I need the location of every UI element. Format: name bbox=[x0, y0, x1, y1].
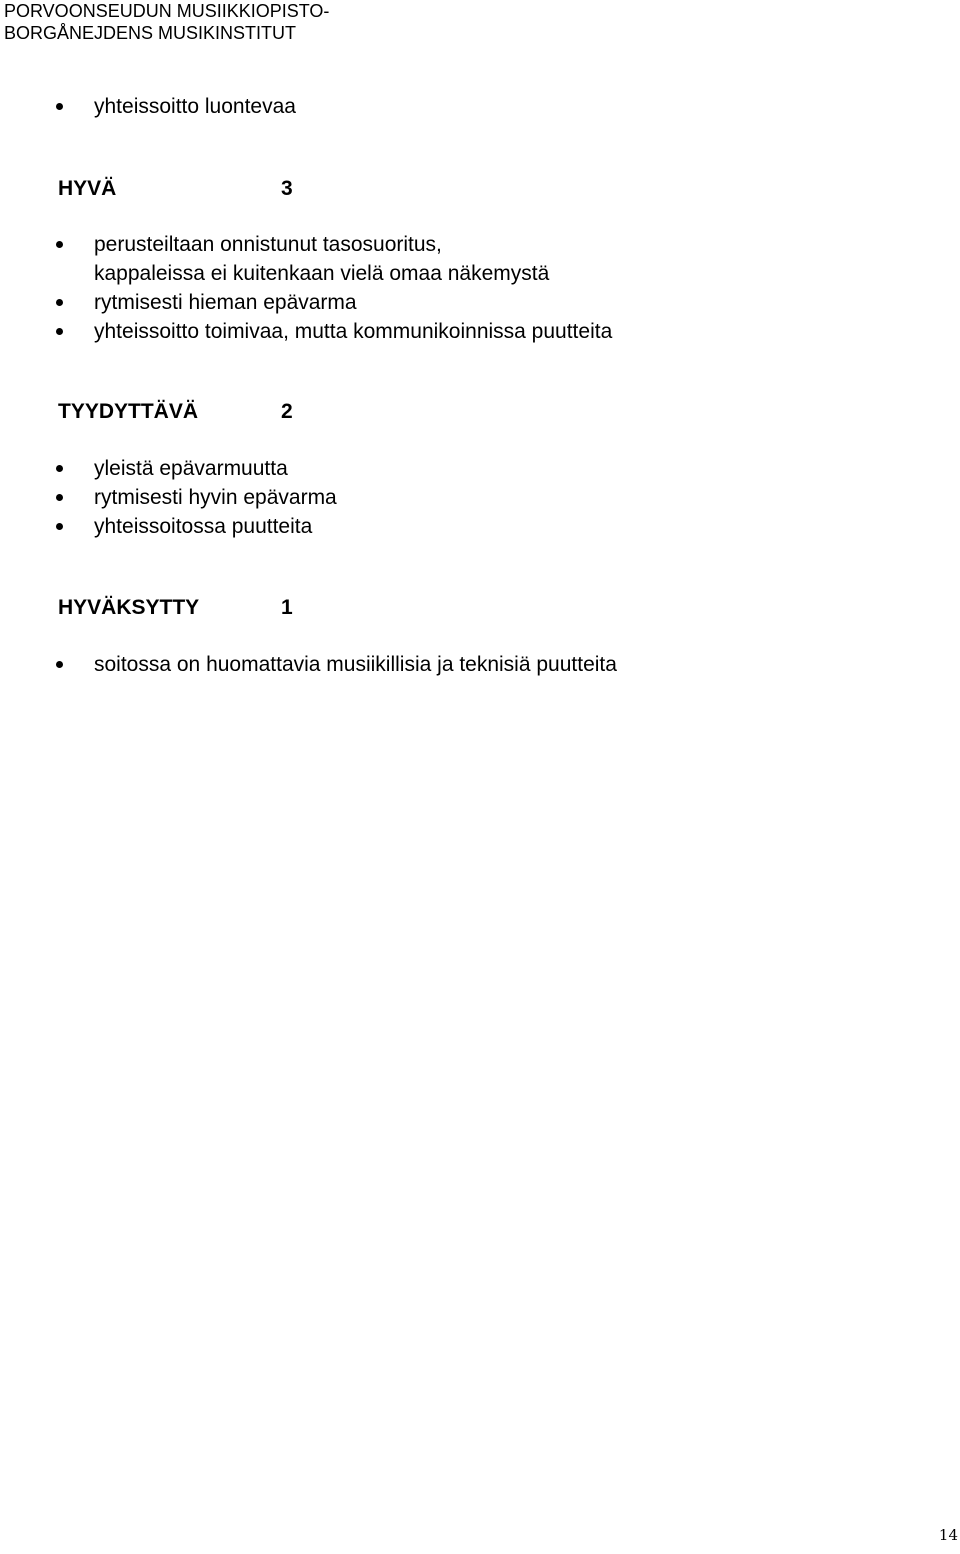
list-item bbox=[0, 650, 617, 679]
pass-criteria-list bbox=[0, 650, 617, 679]
header-line-1: PORVOONSEUDUN MUSIIKKIOPISTO- bbox=[4, 1, 330, 21]
bullet-icon bbox=[56, 523, 63, 530]
list-item-text: kappaleissa ei kuitenkaan vielä omaa näkemystä bbox=[94, 262, 550, 285]
grade-number: 2 bbox=[281, 400, 293, 423]
list-item-text: yleistä epävarmuutta bbox=[94, 457, 288, 480]
list-item bbox=[0, 512, 337, 541]
document-header bbox=[4, 0, 329, 44]
bullet-icon bbox=[56, 299, 63, 306]
list-item bbox=[0, 230, 612, 259]
list-item-text: yhteissoitossa puutteita bbox=[94, 515, 313, 538]
satisfactory-criteria-list bbox=[0, 454, 337, 541]
grade-number: 1 bbox=[281, 596, 293, 619]
list-item bbox=[0, 92, 296, 121]
bullet-icon bbox=[56, 328, 63, 335]
bullet-icon bbox=[56, 465, 63, 472]
list-item-text: yhteissoitto toimivaa, mutta kommunikoinnissa puutteita bbox=[94, 320, 613, 343]
list-item-text: yhteissoitto luontevaa bbox=[94, 95, 296, 118]
page-number: 14 bbox=[938, 1526, 958, 1544]
list-item-text: soitossa on huomattavia musiikillisia ja teknisiä puutteita bbox=[94, 653, 617, 676]
grade-title: HYVÄ bbox=[58, 177, 117, 200]
grade-heading-good bbox=[58, 175, 293, 203]
list-item-text: rytmisesti hieman epävarma bbox=[94, 291, 357, 314]
list-item bbox=[0, 483, 337, 512]
grade-number: 3 bbox=[281, 177, 293, 200]
list-item bbox=[0, 288, 612, 317]
grade-title: TYYDYTTÄVÄ bbox=[58, 400, 199, 423]
list-item bbox=[0, 317, 612, 346]
bullet-icon bbox=[56, 661, 63, 668]
list-item-text: perusteiltaan onnistunut tasosuoritus, bbox=[94, 233, 442, 256]
list-item bbox=[0, 259, 612, 288]
bullet-icon bbox=[56, 103, 63, 110]
grade-heading-satisfactory bbox=[58, 398, 293, 426]
bullet-icon bbox=[56, 494, 63, 501]
bullet-icon bbox=[56, 241, 63, 248]
intro-bullet-list bbox=[0, 92, 296, 121]
grade-heading-pass bbox=[58, 594, 293, 622]
list-item bbox=[0, 454, 337, 483]
good-criteria-list bbox=[0, 230, 612, 346]
grade-title: HYVÄKSYTTY bbox=[58, 596, 200, 619]
header-line-2: BORGÅNEJDENS MUSIKINSTITUT bbox=[4, 23, 297, 43]
list-item-text: rytmisesti hyvin epävarma bbox=[94, 486, 337, 509]
